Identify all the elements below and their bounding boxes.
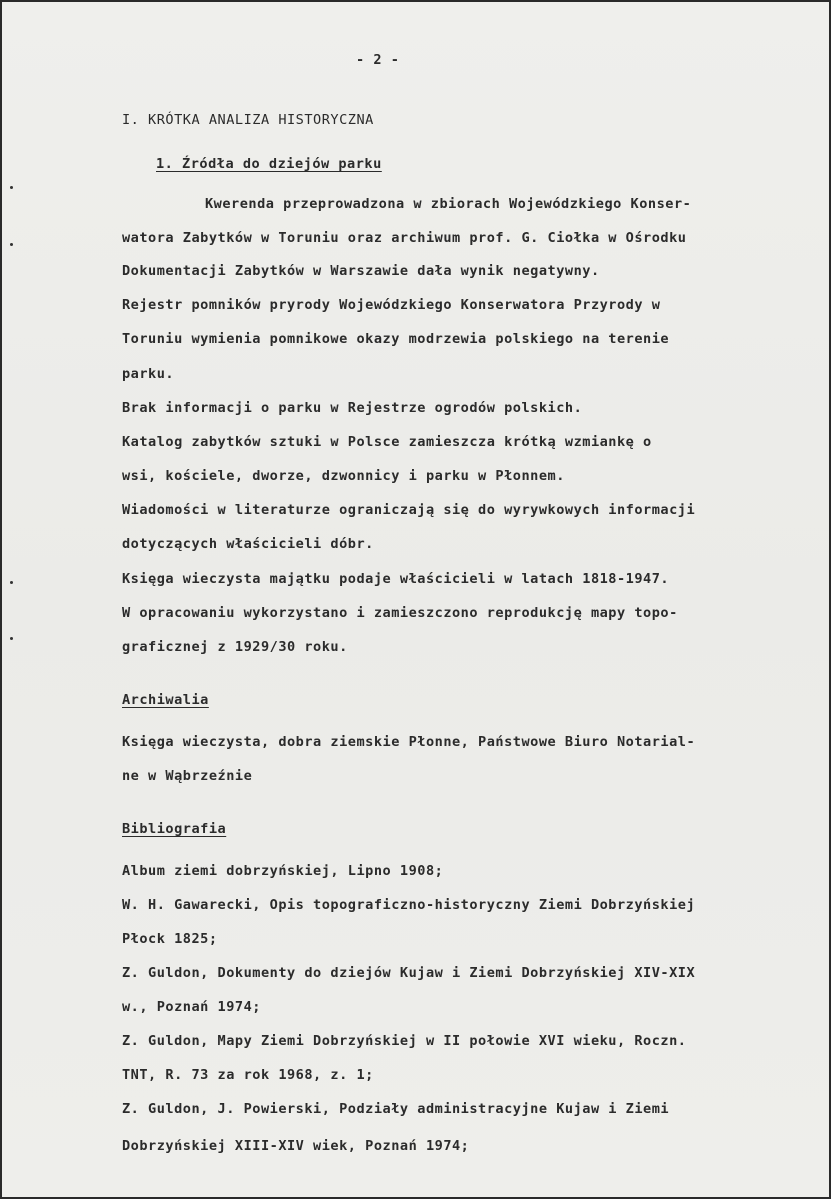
sources-line: watora Zabytków w Toruniu oraz archiwum prof. G. Ciołka w Ośrodku	[122, 230, 687, 246]
bibliography-line: Z. Guldon, J. Powierski, Podziały administracyjne Kujaw i Ziemi	[122, 1101, 670, 1117]
sources-line: Rejestr pomników pryrody Wojewódzkiego Konserwatora Przyrody w	[122, 297, 661, 313]
page-number: - 2 -	[356, 52, 400, 68]
sources-line: Katalog zabytków sztuki w Polsce zamieszcza krótką wzmiankę o	[122, 434, 652, 450]
archival-line: ne w Wąbrzeźnie	[122, 768, 253, 784]
bibliography-line: W. H. Gawarecki, Opis topograficzno-historyczny Ziemi Dobrzyńskiej	[122, 897, 696, 913]
section-title: I. KRÓTKA ANALIZA HISTORYCZNA	[122, 112, 374, 128]
sources-line: dotyczących właścicieli dóbr.	[122, 536, 374, 552]
sources-line: parku.	[122, 366, 175, 382]
margin-mark	[10, 581, 13, 584]
bibliography-line: Z. Guldon, Mapy Ziemi Dobrzyńskiej w II połowie XVI wieku, Roczn.	[122, 1033, 687, 1049]
bibliography-line: Płock 1825;	[122, 931, 218, 947]
bibliography-line: Album ziemi dobrzyńskiej, Lipno 1908;	[122, 863, 444, 879]
bibliography-line: w., Poznań 1974;	[122, 999, 261, 1015]
sources-line: Brak informacji o parku w Rejestrze ogrodów polskich.	[122, 400, 583, 416]
sources-line: Wiadomości w literaturze ograniczają się do wyrywkowych informacji	[122, 502, 696, 518]
margin-mark	[10, 637, 13, 640]
margin-mark	[10, 243, 13, 246]
sources-line: Toruniu wymienia pomnikowe okazy modrzewia polskiego na terenie	[122, 331, 670, 347]
archival-heading: Archiwalia	[122, 692, 209, 708]
bibliography-heading: Bibliografia	[122, 821, 227, 837]
bibliography-line: Dobrzyńskiej XIII-XIV wiek, Poznań 1974;	[122, 1138, 470, 1154]
subsection-title: 1. Źródła do dziejów parku	[156, 156, 382, 172]
sources-line: Kwerenda przeprowadzona w zbiorach Wojewódzkiego Konser-	[205, 196, 692, 212]
margin-mark	[10, 186, 13, 189]
sources-line: Dokumentacji Zabytków w Warszawie dała wynik negatywny.	[122, 263, 600, 279]
bibliography-line: TNT, R. 73 za rok 1968, z. 1;	[122, 1067, 374, 1083]
bibliography-line: Z. Guldon, Dokumenty do dziejów Kujaw i Ziemi Dobrzyńskiej XIV-XIX	[122, 965, 696, 981]
sources-line: W opracowaniu wykorzystano i zamieszczono reprodukcję mapy topo-	[122, 605, 678, 621]
archival-line: Księga wieczysta, dobra ziemskie Płonne, Państwowe Biuro Notarial-	[122, 734, 696, 750]
sources-line: graficznej z 1929/30 roku.	[122, 639, 348, 655]
sources-line: Księga wieczysta majątku podaje właścicieli w latach 1818-1947.	[122, 571, 670, 587]
sources-line: wsi, kościele, dworze, dzwonnicy i parku w Płonnem.	[122, 468, 565, 484]
